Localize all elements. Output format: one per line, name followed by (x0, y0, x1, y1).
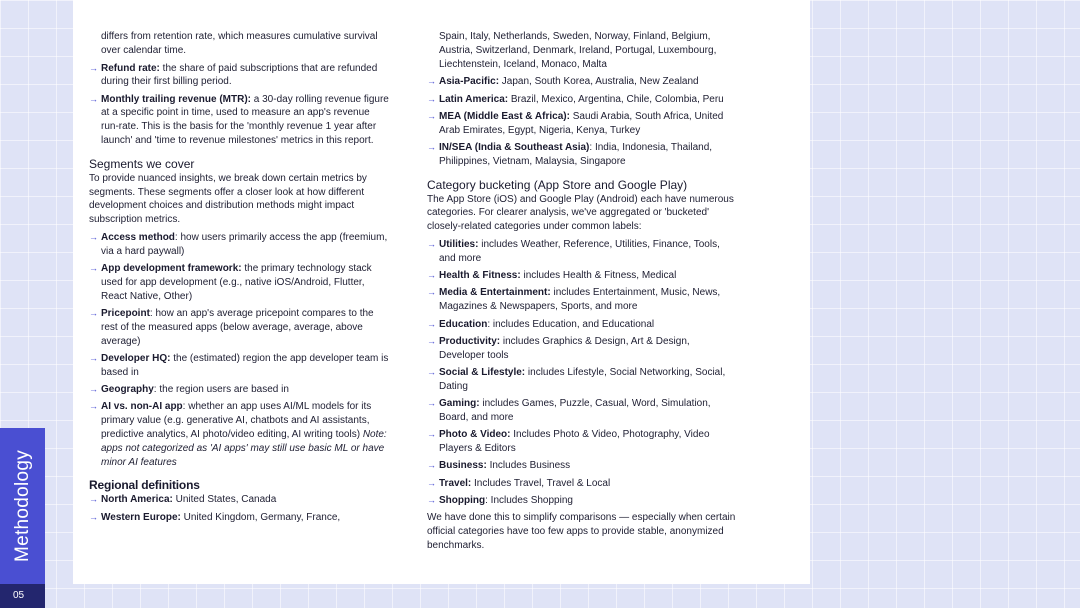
list-item: → Asia-Pacific: Japan, South Korea, Australia, New Zealand (427, 76, 699, 88)
arrow-icon: → (427, 93, 436, 104)
arrow-icon: → (427, 494, 436, 505)
arrow-icon: → (89, 352, 98, 363)
section-label: Methodology (11, 449, 33, 563)
arrow-icon: → (427, 287, 436, 298)
list-item: → Social & Lifestyle: includes Lifestyle, Social Networking, Social, Dating (427, 366, 726, 392)
segments-list (89, 231, 389, 469)
list-item: → App development framework: the primary technology stack used for app development (e.g., native iOS/Android, Flutter, React Native, Other) (89, 263, 372, 302)
arrow-icon: → (89, 401, 98, 412)
ai-note: Note: apps not categorized as 'AI apps' may still use basic ML or have minor AI features (101, 428, 387, 468)
document-page (73, 0, 810, 584)
regions-list-continued (427, 75, 737, 168)
metrics-list (89, 62, 389, 148)
arrow-icon: → (427, 335, 436, 346)
section-tab (0, 428, 45, 584)
arrow-icon: → (427, 318, 436, 329)
list-item: → Monthly trailing revenue (MTR): a 30-day rolling revenue figure at a specific point in time, used to measure an app's revenue run-rate. This is the basis for the 'monthly revenue 1 year after launch' and 'time to revenue milestones' metrics in this report. (89, 93, 389, 147)
left-column (89, 30, 389, 528)
list-item: → MEA (Middle East & Africa): Saudi Arabia, South Africa, United Arab Emirates, Egypt, Nigeria, Kenya, Turkey (427, 110, 724, 136)
list-item: → Geography: the region users are based in (89, 384, 289, 396)
right-column (427, 30, 737, 553)
list-item: → Developer HQ: the (estimated) region the app developer team is based in (89, 352, 389, 378)
list-item: → Business: Includes Business (427, 460, 571, 472)
list-item: → Travel: Includes Travel, Travel & Local (427, 477, 611, 489)
list-item: → Health & Fitness: includes Health & Fitness, Medical (427, 270, 677, 282)
arrow-icon: → (89, 62, 98, 73)
list-item: → North America: United States, Canada (89, 494, 277, 506)
arrow-icon: → (89, 93, 98, 104)
arrow-icon: → (89, 232, 98, 243)
arrow-icon: → (89, 263, 98, 274)
list-item: → Media & Entertainment: includes Entertainment, Music, News, Magazines & Newspapers, Sports, and more (427, 287, 721, 313)
regional-heading: Regional definitions (89, 478, 200, 493)
segments-heading: Segments we cover (89, 156, 195, 171)
arrow-icon: → (427, 366, 436, 377)
categories-list (427, 238, 737, 508)
arrow-icon: → (89, 511, 98, 522)
arrow-icon: → (427, 270, 436, 281)
list-item: → Western Europe: United Kingdom, Germany, France, (89, 511, 341, 523)
list-item: → Photo & Video: Includes Photo & Video, Photography, Video Players & Editors (427, 429, 710, 454)
arrow-icon: → (427, 239, 436, 250)
list-item: → AI vs. non-AI app: whether an app uses AI/ML models for its primary value (e.g. generative AI, chatbots and AI assistants, predictive analytics, AI photo/video editing, AI writing tools) Note: apps not categorized as 'AI apps' may still use basic ML or have minor AI features (89, 401, 387, 468)
arrow-icon: → (427, 142, 436, 153)
arrow-icon: → (427, 429, 436, 440)
segments-intro: To provide nuanced insights, we break down certain metrics by segments. These segments offer a closer look at how different development choices and distribution methods might impact subscription metrics. (89, 172, 367, 226)
list-item: → Latin America: Brazil, Mexico, Argentina, Chile, Colombia, Peru (427, 93, 724, 105)
page-number: 05 (0, 584, 45, 608)
arrow-icon: → (89, 384, 98, 395)
list-item: → Pricepoint: how an app's average pricepoint compares to the rest of the measured apps (below average, average, above average) (89, 308, 374, 347)
list-item: → Education: includes Education, and Educational (427, 318, 655, 330)
list-item: → Productivity: includes Graphics & Design, Art & Design, Developer tools (427, 335, 690, 361)
list-item: → IN/SEA (India & Southeast Asia): India, Indonesia, Thailand, Philippines, Vietnam, Malaysia, Singapore (427, 142, 713, 167)
list-item: → Refund rate: the share of paid subscriptions that are refunded during their first billing period. (89, 62, 378, 88)
category-intro: The App Store (iOS) and Google Play (Android) each have numerous categories. For clearer analysis, we've aggregated or 'bucketed' closely-related categories under common labels: (427, 193, 734, 233)
list-item: → Utilities: includes Weather, Reference, Utilities, Finance, Tools, and more (427, 239, 720, 264)
closing-paragraph: We have done this to simplify comparisons — especially when certain official categories have too few apps to provide stable, anonymized benchmarks. (427, 512, 736, 551)
arrow-icon: → (89, 494, 98, 505)
arrow-icon: → (89, 308, 98, 319)
regions-list (89, 493, 389, 524)
western-europe-continuation: Spain, Italy, Netherlands, Sweden, Norway, Finland, Belgium, Austria, Switzerland, Denmark, Ireland, Portugal, Luxembourg, Liechtenstein, Iceland, Monaco, Malta (439, 31, 717, 70)
arrow-icon: → (427, 76, 436, 87)
arrow-icon: → (427, 110, 436, 121)
arrow-icon: → (427, 460, 436, 471)
list-item: → Gaming: includes Games, Puzzle, Casual, Word, Simulation, Board, and more (427, 398, 711, 423)
list-item: → Shopping: Includes Shopping (427, 494, 573, 506)
category-heading: Category bucketing (App Store and Google Play) (427, 177, 688, 192)
arrow-icon: → (427, 398, 436, 409)
arrow-icon: → (427, 477, 436, 488)
list-item: → Access method: how users primarily access the app (freemium, via a hard paywall) (89, 232, 388, 257)
intro-continuation: differs from retention rate, which measures cumulative survival over calendar time. (101, 31, 378, 56)
